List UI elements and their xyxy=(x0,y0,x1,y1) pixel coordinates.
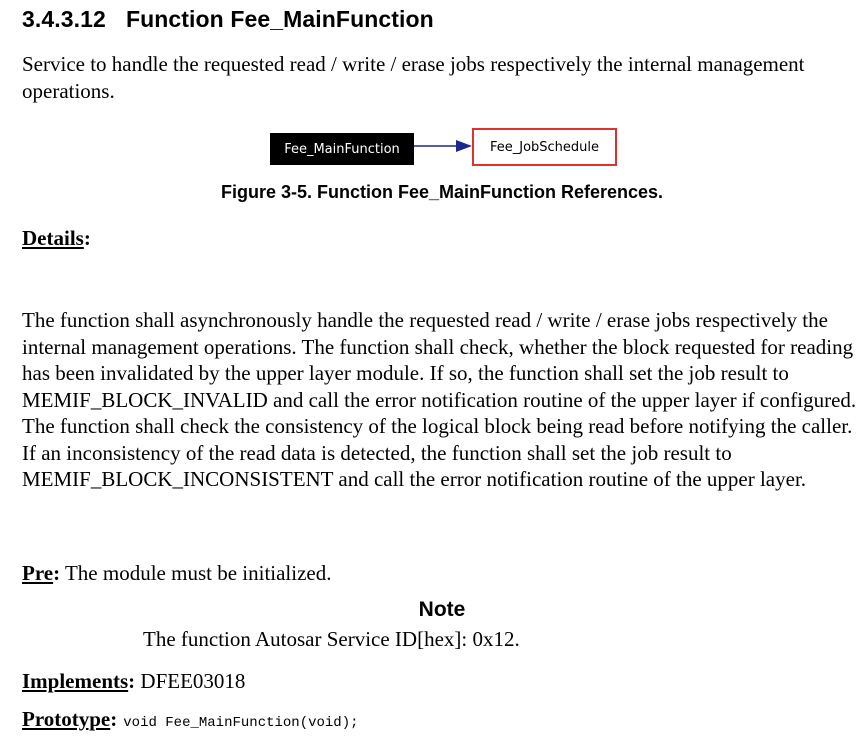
prototype-label: Prototype xyxy=(22,707,111,731)
details-section: Details: xyxy=(22,226,91,250)
source-node: Fee_MainFunction xyxy=(270,133,414,165)
note-text: The function Autosar Service ID[hex]: 0x12. xyxy=(143,627,520,651)
prototype-section: Prototype: void Fee_MainFunction(void); xyxy=(22,707,359,731)
section-number: 3.4.3.12 xyxy=(22,6,106,32)
implements-label: Implements xyxy=(22,669,129,693)
note-title: Note xyxy=(418,598,466,621)
intro-paragraph: Service to handle the requested read / write / erase jobs respectively the internal management operations. xyxy=(22,52,805,103)
call-arrow xyxy=(414,139,474,153)
figure-caption: Figure 3-5. Function Fee_MainFunction References. xyxy=(220,182,664,202)
details-paragraph: The function shall asynchronously handle the requested read / write / erase jobs respectively the internal management operations. The function shall check, whether the block requested for reading has been invalidated by the upper layer module. If so, the function shall set the job result to MEMIF_BLOCK_INVALID and call the error notification routine of the upper layer if configured. The function shall check the consistency of the logical block being read before notifying the caller. If an inconsistency of the read data is detected, the function shall set the job result to MEMIF_BLOCK_INCONSISTENT and call the error notification routine of the upper layer. xyxy=(22,308,857,491)
prototype-code: void Fee_MainFunction(void); xyxy=(123,715,359,731)
implements-text: DFEE03018 xyxy=(140,669,246,693)
reference-diagram xyxy=(0,126,868,166)
implements-section: Implements: DFEE03018 xyxy=(22,669,246,693)
target-node: Fee_JobSchedule xyxy=(472,128,617,166)
details-label: Details xyxy=(22,226,84,250)
pre-label: Pre xyxy=(22,561,54,585)
pre-section: Pre: The module must be initialized. xyxy=(22,561,332,585)
section-heading xyxy=(22,6,434,33)
pre-text: The module must be initialized. xyxy=(64,561,332,585)
section-title: Function Fee_MainFunction xyxy=(125,6,434,32)
